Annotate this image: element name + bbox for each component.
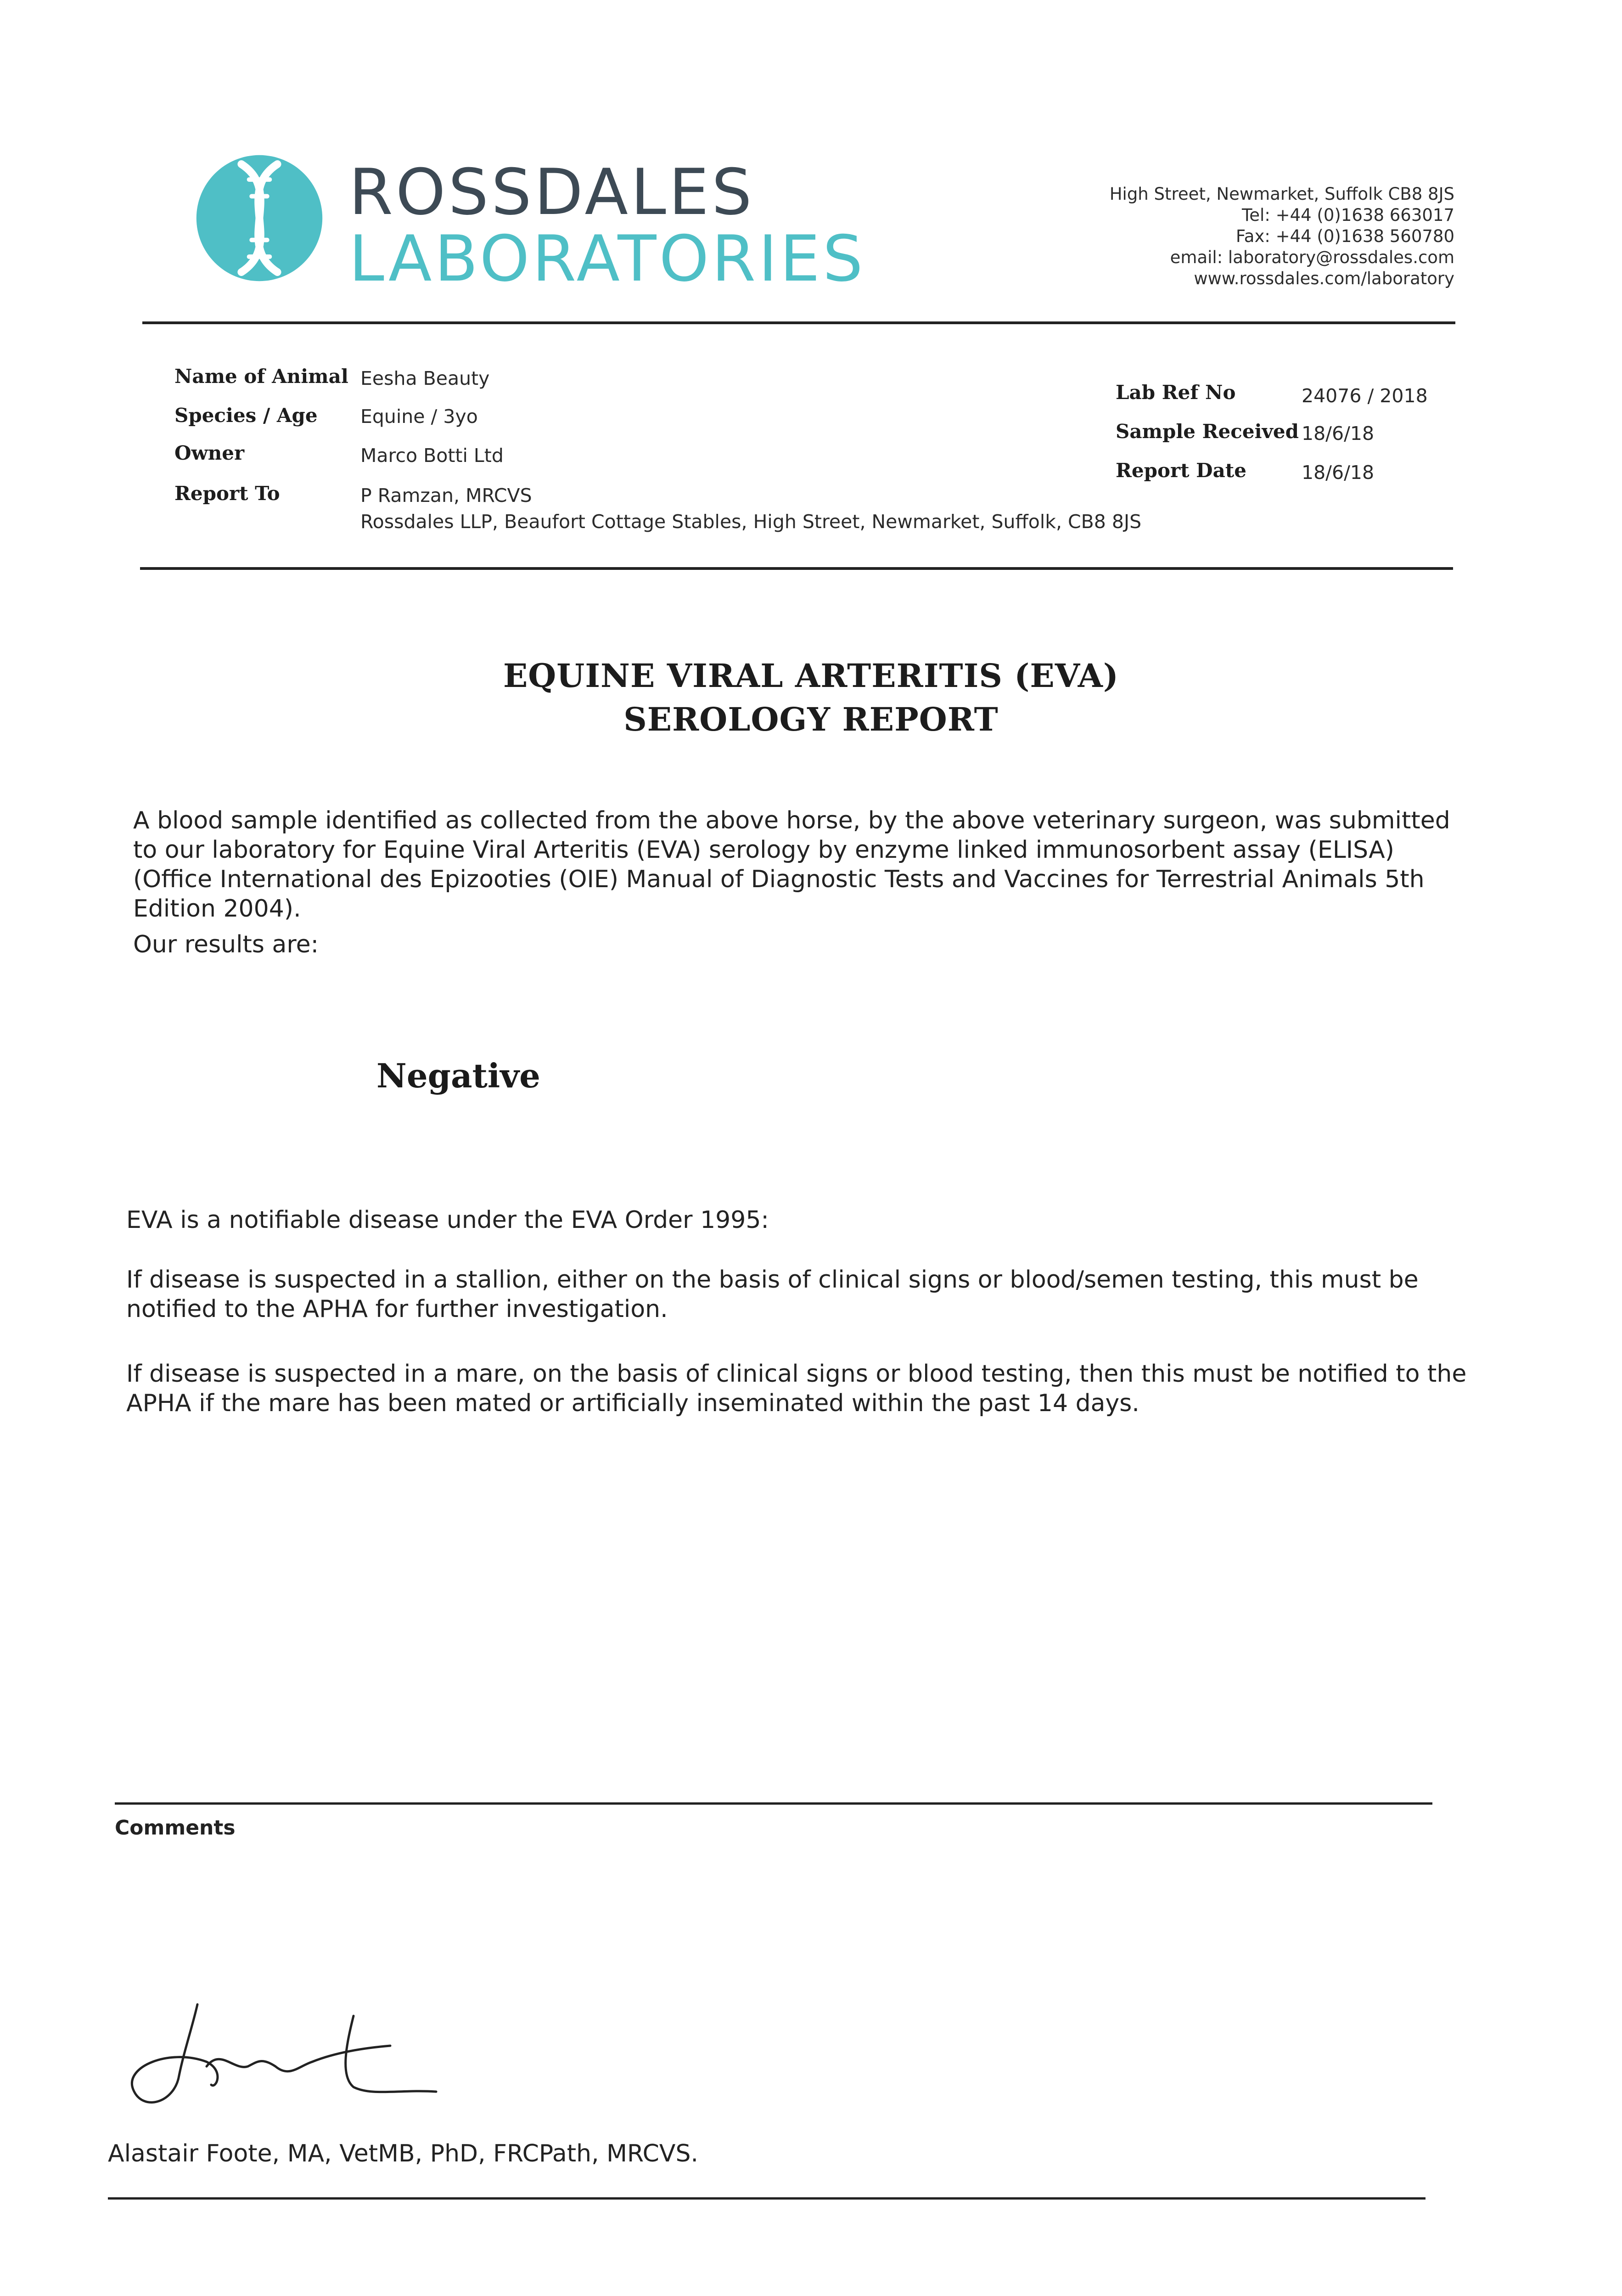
sample-received-value: 18/6/18 — [1302, 422, 1375, 445]
signature-divider — [108, 2197, 1426, 2200]
comments-divider — [115, 1802, 1432, 1805]
info-divider — [140, 567, 1453, 570]
intro-text: A blood sample identified as collected from the above horse, by the above veterinary surgeon, was submitted to our laboratory for Equine Viral Arteritis (EVA) serology by enzyme linked immunosorbent assay (ELISA) (Office International des Epizooties (OIE) Manual of Diagnostic Tests and Vaccines for Terrestrial Animals 5th Edition 2004). — [133, 807, 1450, 923]
test-result: Negative — [376, 1056, 540, 1095]
address-email: email: laboratory@rossdales.com — [1170, 248, 1454, 267]
lab-ref-label: Lab Ref No — [1116, 381, 1236, 404]
signatory-name: Alastair Foote, MA, VetMB, PhD, FRCPath, MRCVS. — [108, 2140, 699, 2167]
address-tel: Tel: +44 (0)1638 663017 — [1241, 205, 1454, 225]
notifiable-notice: EVA is a notifiable disease under the EVA Order 1995: — [126, 1206, 769, 1234]
lab-ref-value: 24076 / 2018 — [1302, 385, 1428, 407]
dna-logo-icon — [195, 154, 324, 282]
report-title-line2: SEROLOGY REPORT — [623, 700, 999, 738]
brand-name-line1: ROSSDALES — [349, 155, 755, 229]
address-fax: Fax: +44 (0)1638 560780 — [1235, 226, 1454, 246]
report-to-label: Report To — [174, 482, 280, 505]
animal-name-value: Eesha Beauty — [360, 367, 490, 389]
mare-paragraph: If disease is suspected in a mare, on the basis of clinical signs or blood testing, then this must be notified to the APHA if the mare has been mated or artificially inseminated within the past 14 days. — [126, 1360, 1467, 1417]
signature-image — [115, 1998, 464, 2122]
owner-value: Marco Botti Ltd — [360, 445, 504, 467]
lab-address — [1110, 184, 1454, 289]
header-divider — [142, 321, 1455, 324]
report-to-name: P Ramzan, MRCVS — [360, 484, 532, 506]
animal-name-label: Name of Animal — [174, 365, 348, 388]
intro-paragraph — [133, 806, 1465, 923]
report-to-address: Rossdales LLP, Beaufort Cottage Stables, High Street, Newmarket, Suffolk, CB8 8JS — [360, 511, 1142, 533]
address-street: High Street, Newmarket, Suffolk CB8 8JS — [1109, 184, 1454, 204]
report-date-value: 18/6/18 — [1302, 461, 1375, 484]
results-intro: Our results are: — [133, 931, 319, 958]
sample-received-label: Sample Received — [1116, 420, 1299, 443]
report-date-label: Report Date — [1116, 459, 1246, 482]
species-age-label: Species / Age — [174, 404, 318, 427]
address-website: www.rossdales.com/laboratory — [1194, 269, 1454, 288]
brand-name-line2: LABORATORIES — [349, 222, 866, 296]
owner-label: Owner — [174, 442, 245, 464]
comments-label: Comments — [115, 1816, 236, 1840]
report-title-line1: EQUINE VIRAL ARTERITIS (EVA) — [503, 657, 1119, 695]
species-age-value: Equine / 3yo — [360, 405, 478, 428]
stallion-paragraph: If disease is suspected in a stallion, either on the basis of clinical signs or blood/semen testing, this must be notified to the APHA for further investigation. — [126, 1266, 1419, 1323]
